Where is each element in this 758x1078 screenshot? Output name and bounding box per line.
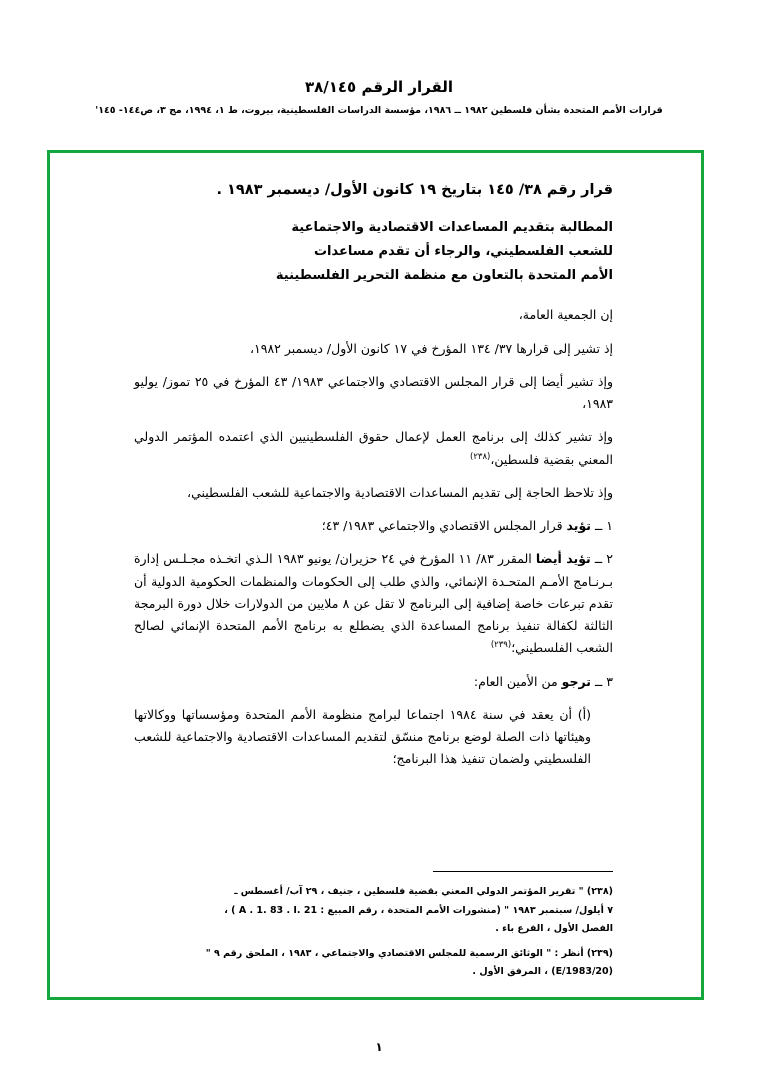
paragraph-item-1: ١ ــ تؤيد قرار المجلس الاقتصادي والاجتماعي ١٩٨٣/ ٤٣؛ bbox=[321, 518, 613, 534]
resolution-subtitle bbox=[134, 216, 613, 288]
resolution-subtitle-line-2: للشعب الفلسطيني، والرجاء أن تقدم مساعدات bbox=[313, 244, 613, 260]
paragraph-recall-3-text: وإذ تشير كذلك إلى برنامج العمل لإعمال حقوق الفلسطينيين الذي اعتمده المؤتمر الدولي المعني بقضية فلسطين، bbox=[134, 429, 613, 467]
footnote-239-line-1: أنظر : " الوثائق الرسمية للمجلس الاقتصادي والاجتماعي ، ١٩٨٣ ، الملحق رقم ٩ " bbox=[205, 947, 584, 959]
footnote-ref-239: (٢٣٩) bbox=[490, 640, 512, 651]
footnote-239-marker: (٢٣٩) bbox=[586, 947, 613, 959]
resolution-body bbox=[50, 179, 701, 782]
paragraph-note: وإذ تلاحظ الحاجة إلى تقديم المساعدات الاقتصادية والاجتماعية للشعب الفلسطيني، bbox=[187, 484, 613, 500]
paragraph-recall-2: وإذ تشير أيضا إلى قرار المجلس الاقتصادي والاجتماعي ١٩٨٣/ ٤٣ المؤرخ في ٢٥ تموز/ يوليو ١٩٨٣، bbox=[134, 373, 613, 412]
footnote-238 bbox=[134, 883, 613, 939]
paragraph-recall-3 bbox=[134, 426, 613, 471]
footnote-238-line-3: الفصل الأول ، الفرع باء . bbox=[495, 923, 613, 935]
resolution-heading: قرار رقم ٣٨/ ١٤٥ بتاريخ ١٩ كانون الأول/ ديسمبر ١٩٨٣ . bbox=[216, 182, 613, 198]
paragraph-item-3-a: (أ) أن يعقد في سنة ١٩٨٤ اجتماعا لبرامج منظومة الأمم المتحدة ومؤسساتها ووكالاتها وهيئاتها ذات الصلة لوضع برنامج منسّق لتقديم المساعدات الاقتصادية والاجتماعية للشعب الفلسطيني ولضمان تنفيذ هذا البرنامج؛ bbox=[134, 706, 592, 767]
footnote-239-line-2: (E/1983/20) ، المرفق الأول . bbox=[472, 966, 613, 978]
page-number: ١ bbox=[375, 1040, 383, 1054]
footnote-238-line-1: " تقرير المؤتمر الدولي المعني بقضية فلسطين ، جنيف ، ٢٩ آب/ أغسطس ـ bbox=[234, 886, 584, 897]
footnote-238-marker: (٢٣٨) bbox=[586, 886, 613, 897]
resolution-subtitle-line-1: المطالبة بتقديم المساعدات الاقتصادية والاجتماعية bbox=[291, 220, 613, 236]
document-header bbox=[0, 78, 758, 116]
paragraph-assembly: إن الجمعية العامة، bbox=[518, 307, 613, 323]
resolution-subtitle-line-3: الأمم المتحدة بالتعاون مع منظمة التحرير الفلسطينية bbox=[275, 268, 613, 284]
footnote-separator bbox=[433, 871, 613, 872]
page-title: القرار الرقم ٣٨/١٤٥ bbox=[304, 78, 454, 96]
paragraph-recall-1: إذ تشير إلى قرارها ٣٧/ ١٣٤ المؤرخ في ١٧ كانون الأول/ ديسمبر ١٩٨٢، bbox=[249, 340, 613, 356]
source-citation: قرارات الأمم المتحدة بشأن فلسطين ١٩٨٢ ــ ١٩٨٦، مؤسسة الدراسات الفلسطينية، بيروت، ط ١، ١٩٩٤، مج ٣، ص١٤٤- ١٤٥' bbox=[95, 105, 663, 116]
paragraph-item-3: ٣ ــ ترجو من الأمين العام: bbox=[473, 673, 613, 689]
paragraph-item-2-text: ٢ ــ تؤيد أيضا المقرر ٨٣/ ١١ المؤرخ في ٢٤ حزيران/ يونيو ١٩٨٣ الـذي اتخـذه مجـلـس إدارة بـرنـامج الأمـم المتحـدة الإنمائي، والذي طلب إلى الحكومات والمنظمات الحكومية الدولية أن تقدم تبرعات خاصة إضافية إلى البرنامج لا تقل عن ٨ ملايين من الدولارات خلال دورة البرمجة الثالثة لكفالة تنفيذ برنامج المساعدة الذي يضطلع به برنامج الأمم المتحدة الإنمائي لصالح الشعب الفلسطيني؛ bbox=[134, 551, 613, 656]
footnote-238-line-2: ٧ أيلول/ سبتمبر ١٩٨٣ " (منشورات الأمم المتحدة ، رقم المبيع : A . 1. 83 . I. 21 ) ، bbox=[224, 904, 613, 916]
paragraph-item-2 bbox=[134, 548, 613, 659]
footnote-ref-238: (٢٣٨) bbox=[470, 451, 491, 462]
footnote-239 bbox=[134, 945, 613, 982]
footnotes-section bbox=[50, 883, 701, 988]
content-frame bbox=[47, 150, 704, 1000]
